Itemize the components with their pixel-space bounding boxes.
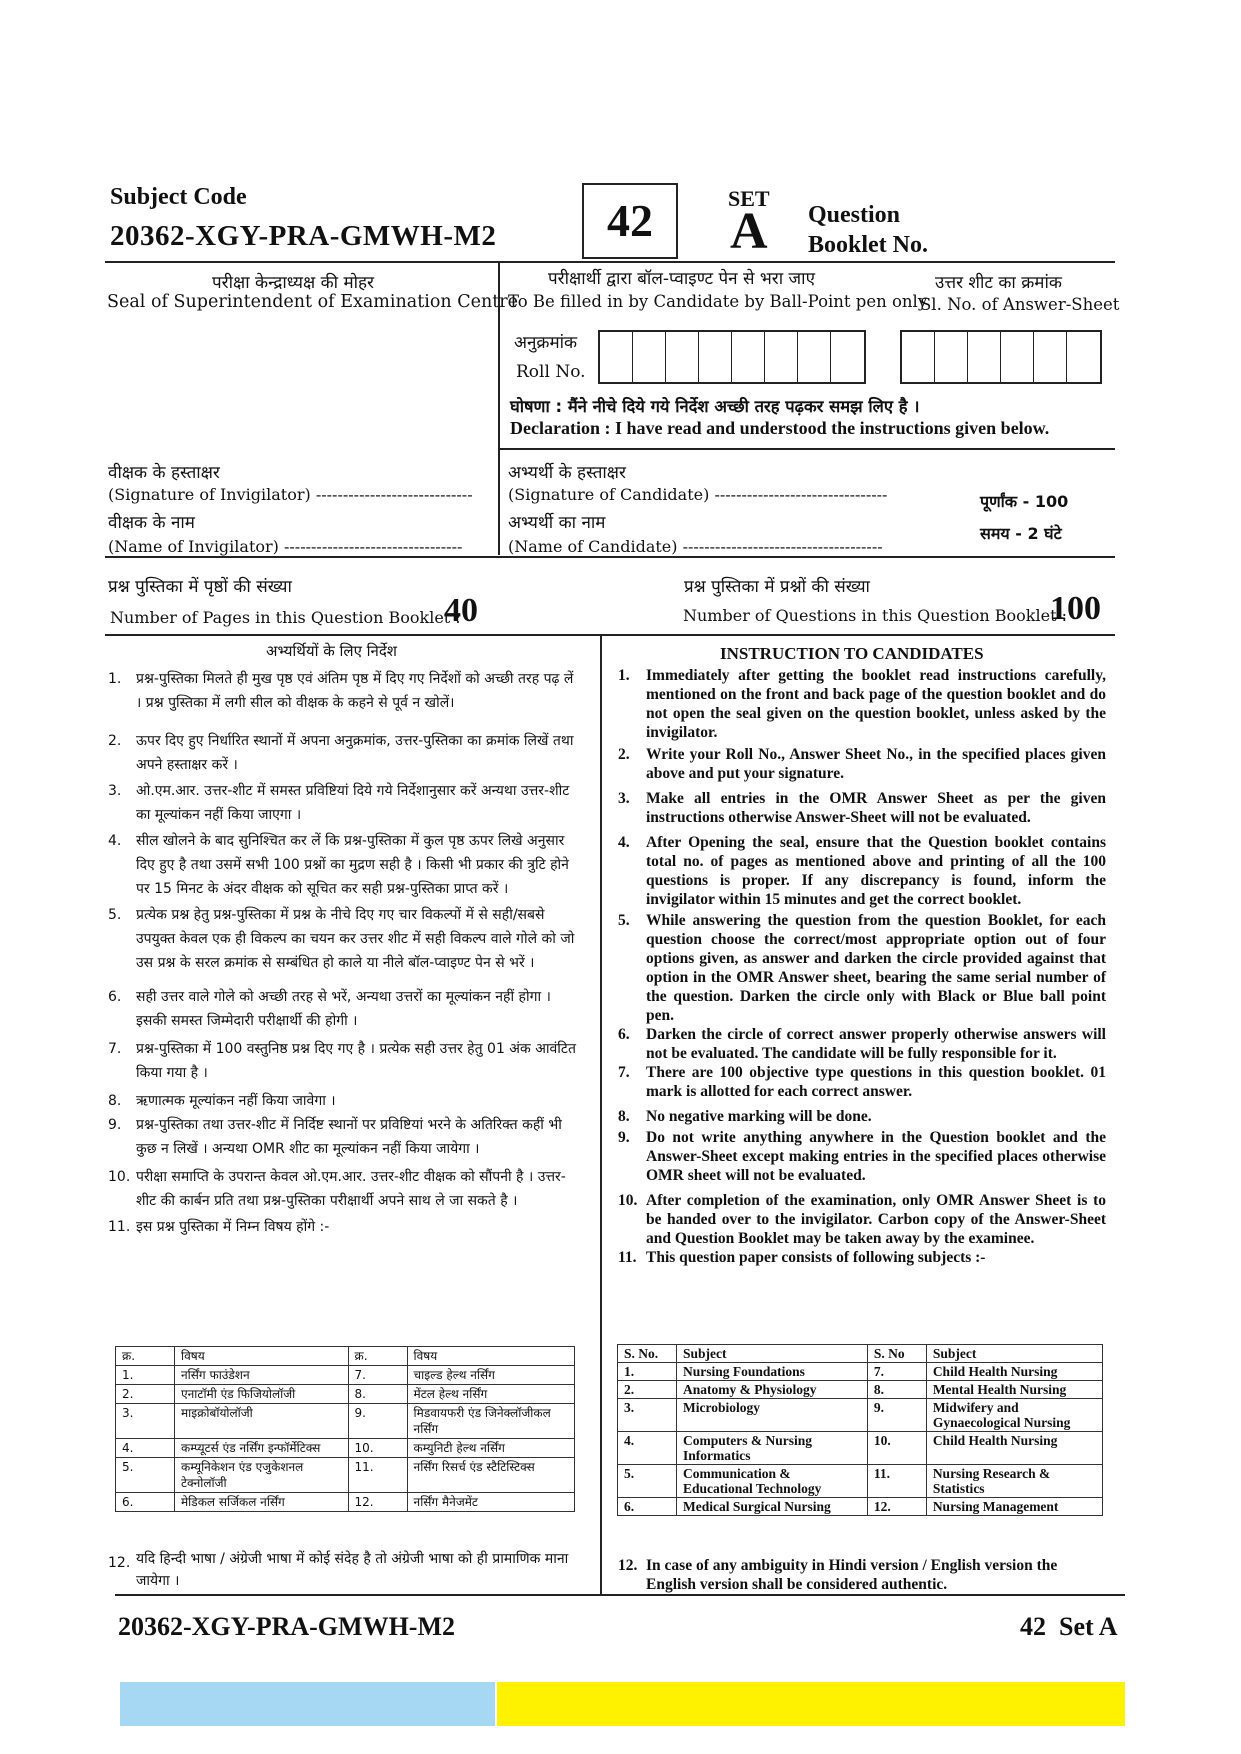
table-cell: चाइल्ड हेल्थ नर्सिंग — [407, 1366, 574, 1385]
pages-count-value: 40 — [444, 592, 478, 629]
table-cell: कम्प्यूटर्स एंड नर्सिंग इन्फॉर्मेटिक्स — [175, 1439, 349, 1458]
bottom-divider — [115, 1594, 1125, 1596]
table-cell: Child Health Nursing — [926, 1363, 1102, 1381]
counts-divider — [105, 634, 1115, 636]
table-cell: 11. — [867, 1465, 926, 1498]
invigilator-name-en: (Name of Invigilator) --------------------------------- — [108, 537, 463, 556]
table-cell: नर्सिंग फाउंडेशन — [175, 1366, 349, 1385]
instruction-number: 6. — [108, 989, 122, 1005]
instruction-item — [618, 1063, 1106, 1101]
instruction-hi-12-text: यदि हिन्दी भाषा / अंग्रेजी भाषा में कोई संदेह है तो अंग्रेजी भाषा को ही प्रामाणिक माना जायेगा । — [136, 1551, 569, 1589]
table-header-cell: Subject — [926, 1345, 1102, 1363]
table-cell: 4. — [116, 1439, 175, 1458]
subjects-table-hi — [115, 1346, 575, 1512]
table-cell: Nursing Management — [926, 1498, 1102, 1516]
instruction-number: 5. — [618, 912, 630, 929]
table-row — [116, 1493, 575, 1512]
subjects-table-en — [617, 1344, 1103, 1516]
instruction-item — [108, 1165, 580, 1213]
instruction-number: 10. — [108, 1169, 131, 1185]
instruction-number: 11. — [618, 1249, 637, 1266]
seal-en: Seal of Superintendent of Examination Centre — [107, 292, 518, 312]
table-row — [116, 1404, 575, 1439]
answer-sheet-hi: उत्तर शीट का क्रमांक — [935, 273, 1062, 293]
instruction-number: 6. — [618, 1026, 630, 1043]
table-cell: 8. — [867, 1381, 926, 1399]
instruction-number: 7. — [618, 1064, 630, 1081]
table-cell: Medical Surgical Nursing — [677, 1498, 868, 1516]
instruction-en-12-text: In case of any ambiguity in Hindi version / English version the English version shall be considered authentic. — [646, 1557, 1058, 1593]
table-cell: 5. — [618, 1465, 677, 1498]
instruction-number: 9. — [108, 1117, 122, 1133]
table-cell: Anatomy & Physiology — [677, 1381, 868, 1399]
answer-sheet-en: Sl. No. of Answer-Sheet — [920, 295, 1120, 314]
table-cell: 1. — [618, 1363, 677, 1381]
candidate-fill-hi: परीक्षार्थी द्वारा बॉल-प्वाइण्ट पेन से भरा जाए — [548, 269, 815, 289]
table-cell: 4. — [618, 1432, 677, 1465]
table-header-row — [116, 1347, 575, 1366]
table-cell: नर्सिंग रिसर्च एंड स्टैटिस्टिक्स — [407, 1458, 574, 1493]
table-cell: 1. — [116, 1366, 175, 1385]
table-header-cell: विषय — [407, 1347, 574, 1366]
instruction-text: इस प्रश्न पुस्तिका में निम्न विषय होंगे :- — [136, 1219, 330, 1235]
table-cell: Nursing Research & Statistics — [926, 1465, 1102, 1498]
instruction-item — [108, 1215, 580, 1239]
instruction-number: 3. — [618, 790, 630, 807]
set-label: SET — [728, 186, 770, 211]
instruction-item — [618, 1191, 1106, 1248]
table-header-row — [618, 1345, 1103, 1363]
instruction-text: प्रश्न-पुस्तिका में 100 वस्तुनिष्ठ प्रश्न दिए गए है । प्रत्येक सही उत्तर हेतु 01 अंक आवंटित किया गया है । — [136, 1041, 576, 1081]
instruction-text: Immediately after getting the booklet read instructions carefully, mentioned on the front and back page of the question booklet and do not open the seal given on the question booklet, unless asked by the invigilator. — [646, 667, 1106, 741]
table-cell: 7. — [348, 1366, 407, 1385]
instruction-number: 9. — [618, 1129, 630, 1146]
instruction-item — [108, 729, 580, 777]
questions-count-value: 100 — [1050, 590, 1101, 627]
table-cell: 10. — [348, 1439, 407, 1458]
footer-color-bar-right — [497, 1682, 1125, 1726]
signature-divider — [105, 556, 1115, 558]
booklet-number: 42 — [607, 195, 653, 246]
instruction-item — [108, 829, 580, 901]
instruction-item — [618, 789, 1106, 827]
instruction-text: ऋणात्मक मूल्यांकन नहीं किया जावेगा । — [136, 1093, 336, 1109]
instruction-text: ऊपर दिए हुए निर्धारित स्थानों में अपना अनुक्रमांक, उत्तर-पुस्तिका का क्रमांक लिखें तथा अपने हस्ताक्षर करें । — [136, 733, 574, 773]
table-cell: Child Health Nursing — [926, 1432, 1102, 1465]
table-cell: Midwifery and Gynaecological Nursing — [926, 1399, 1102, 1432]
instruction-item — [618, 1107, 1106, 1126]
instruction-hi-12-num: 12. — [108, 1555, 131, 1571]
candidate-name-hi: अभ्यर्थी का नाम — [508, 513, 606, 533]
invigilator-name-hi: वीक्षक के नाम — [108, 513, 195, 533]
table-cell: 8. — [348, 1385, 407, 1404]
table-cell: मेडिकल सर्जिकल नर्सिंग — [175, 1493, 349, 1512]
header-divider — [105, 261, 1115, 263]
table-header-cell: क्र. — [116, 1347, 175, 1366]
table-cell: 12. — [867, 1498, 926, 1516]
instruction-item — [618, 1128, 1106, 1185]
invigilator-sig-hi: वीक्षक के हस्ताक्षर — [108, 463, 220, 483]
table-row — [116, 1366, 575, 1385]
table-header-cell: विषय — [175, 1347, 349, 1366]
instruction-item — [108, 1089, 580, 1113]
table-cell: 3. — [116, 1404, 175, 1439]
instruction-item — [618, 1025, 1106, 1063]
table-cell: 11. — [348, 1458, 407, 1493]
instruction-number: 11. — [108, 1219, 131, 1235]
instruction-text: सही उत्तर वाले गोले को अच्छी तरह से भरें, अन्यथा उत्तरों का मूल्यांकन नहीं होगा । इसकी समस्त जिम्मेदारी परीक्षार्थी की होगी । — [136, 989, 551, 1029]
table-row — [618, 1498, 1103, 1516]
instruction-text: After Opening the seal, ensure that the Question booklet contains total no. of pages as mentioned above and printing of all the 100 questions is proper. If any discrepancy is found, inform the invigilator within 15 minutes and get the correct booklet. — [646, 834, 1106, 908]
table-cell: 6. — [116, 1493, 175, 1512]
pages-count-en: Number of Pages in this Question Booklet : — [110, 608, 461, 627]
table-row — [618, 1465, 1103, 1498]
instructions-hi-title: अभ्यर्थियों के लिए निर्देश — [266, 642, 398, 660]
instruction-text: While answering the question from the question Booklet, for each question choose the correct/most appropriate option out of four options given, as answer and darken the circle provided against that option in the OMR Answer sheet, bearing the same serial number of the question. Darken the circle only with Black or Blue ball point pen. — [646, 912, 1106, 1024]
instruction-item — [108, 779, 580, 827]
instructions-en-title: INSTRUCTION TO CANDIDATES — [720, 644, 984, 663]
instruction-text: Make all entries in the OMR Answer Sheet as per the given instructions otherwise Answer-Sheet will not be evaluated. — [646, 790, 1106, 826]
instruction-hi-12 — [108, 1552, 580, 1592]
instruction-number: 2. — [618, 746, 630, 763]
footer-booklet-set: 42 Set A — [1020, 1612, 1118, 1641]
table-header-cell: S. No — [867, 1345, 926, 1363]
candidate-sig-en: (Signature of Candidate) -------------------------------- — [508, 485, 888, 504]
declaration-divider — [498, 448, 1115, 450]
table-cell: एनाटॉमी एंड फिजियोलॉजी — [175, 1385, 349, 1404]
table-row — [116, 1385, 575, 1404]
instruction-item — [108, 667, 580, 715]
table-cell: Mental Health Nursing — [926, 1381, 1102, 1399]
footer-subject-code: 20362-XGY-PRA-GMWH-M2 — [118, 1612, 455, 1641]
table-cell: 2. — [116, 1385, 175, 1404]
instruction-item — [618, 666, 1106, 742]
table-cell: कम्यूनिकेशन एंड एजुकेशनल टेक्नोलॉजी — [175, 1458, 349, 1493]
candidate-sig-hi: अभ्यर्थी के हस्ताक्षर — [508, 463, 626, 483]
table-header-cell: क्र. — [348, 1347, 407, 1366]
instruction-text: परीक्षा समाप्ति के उपरान्त केवल ओ.एम.आर. उत्तर-शीट वीक्षक को सौंपनी है । उत्तर-शीट की कार्बन प्रति तथा प्रश्न-पुस्तिका परीक्षार्थी अपने साथ ले जा सकते है । — [136, 1169, 566, 1209]
instruction-number: 4. — [618, 834, 630, 851]
instruction-item — [618, 1248, 1106, 1267]
table-cell: 7. — [867, 1363, 926, 1381]
seal-hi: परीक्षा केन्द्राध्यक्ष की मोहर — [212, 273, 375, 293]
table-row — [618, 1399, 1103, 1432]
table-cell: नर्सिंग मैनेजमेंट — [407, 1493, 574, 1512]
roll-number-boxes[interactable] — [598, 330, 866, 384]
instruction-number: 10. — [618, 1192, 638, 1209]
max-marks: पूर्णांक - 100 — [980, 492, 1069, 511]
instruction-text: Write your Roll No., Answer Sheet No., in the specified places given above and put your signature. — [646, 746, 1106, 782]
instruction-text: There are 100 objective type questions in this question booklet. 01 mark is allotted for each correct answer. — [646, 1064, 1106, 1100]
table-cell: मेंटल हेल्थ नर्सिंग — [407, 1385, 574, 1404]
instruction-item — [618, 833, 1106, 909]
booklet-label-1: Question — [808, 202, 901, 228]
roll-label-hi: अनुक्रमांक — [514, 333, 578, 353]
invigilator-sig-en: (Signature of Invigilator) ----------------------------- — [108, 485, 473, 504]
instruction-text: Darken the circle of correct answer properly otherwise answers will not be evaluated. The candidate will be fully responsible for it. — [646, 1026, 1106, 1062]
table-row — [116, 1458, 575, 1493]
instruction-en-12 — [618, 1556, 1106, 1594]
table-row — [618, 1432, 1103, 1465]
instruction-text: सील खोलने के बाद सुनिश्चित कर लें कि प्रश्न-पुस्तिका में कुल पृष्ठ ऊपर लिखे अनुसार दिए हुए है तथा उसमें सभी 100 प्रश्नों का मुद्रण सही है । किसी भी प्रकार की त्रुटि होने पर 15 मिनट के अंदर वीक्षक को सूचित कर सही प्रश्न-पुस्तिका प्राप्त करें । — [136, 833, 569, 897]
table-cell: माइक्रोबॉयोलॉजी — [175, 1404, 349, 1439]
instructions-hi-list — [108, 667, 580, 1239]
table-cell: Computers & Nursing Informatics — [677, 1432, 868, 1465]
pages-count-hi: प्रश्न पुस्तिका में पृष्ठों की संख्या — [108, 577, 292, 597]
table-row — [618, 1363, 1103, 1381]
instruction-text: ओ.एम.आर. उत्तर-शीट में समस्त प्रविष्टियां दिये गये निर्देशानुसार करें अन्यथा उत्तर-शीट का मूल्यांकन नहीं किया जाएगा । — [136, 783, 570, 823]
candidate-name-en: (Name of Candidate) ------------------------------------- — [508, 537, 883, 556]
instruction-number: 8. — [108, 1093, 122, 1109]
set-letter: A — [730, 203, 768, 260]
booklet-label-2: Booklet No. — [808, 232, 928, 258]
table-cell: Microbiology — [677, 1399, 868, 1432]
instruction-item — [618, 911, 1106, 1025]
instruction-number: 2. — [108, 733, 122, 749]
table-header-cell: S. No. — [618, 1345, 677, 1363]
instruction-item — [108, 985, 580, 1033]
instruction-item — [108, 1037, 580, 1085]
instruction-item — [108, 1113, 580, 1161]
instruction-number: 5. — [108, 907, 122, 923]
booklet-number-box — [582, 183, 678, 259]
instruction-item — [618, 745, 1106, 783]
table-cell: 9. — [867, 1399, 926, 1432]
table-cell: 9. — [348, 1404, 407, 1439]
instruction-text: This question paper consists of following subjects :- — [646, 1249, 986, 1266]
table-header-cell: Subject — [677, 1345, 868, 1363]
questions-count-en: Number of Questions in this Question Booklet : — [683, 606, 1067, 625]
table-cell: Nursing Foundations — [677, 1363, 868, 1381]
table-cell: 5. — [116, 1458, 175, 1493]
instruction-text: Do not write anything anywhere in the Question booklet and the Answer-Sheet except making entries in the specified places otherwise OMR sheet will not be evaluated. — [646, 1129, 1106, 1184]
table-cell: Communication & Educational Technology — [677, 1465, 868, 1498]
instruction-number: 4. — [108, 833, 122, 849]
table-cell: 3. — [618, 1399, 677, 1432]
instruction-number: 7. — [108, 1041, 122, 1057]
declaration-hi: घोषणा : मैंने नीचे दिये गये निर्देश अच्छी तरह पढ़कर समझ लिए है । — [510, 397, 920, 416]
subject-code: 20362-XGY-PRA-GMWH-M2 — [110, 220, 497, 252]
table-row — [618, 1381, 1103, 1399]
instruction-text: No negative marking will be done. — [646, 1108, 872, 1125]
declaration-en: Declaration : I have read and understood the instructions given below. — [510, 418, 1050, 438]
roll-label-en: Roll No. — [516, 362, 586, 382]
instruction-text: प्रश्न-पुस्तिका तथा उत्तर-शीट में निर्दिष्ट स्थानों पर प्रविष्टियां भरने के अतिरिक्त कहीं भी कुछ न लिखें । अन्यथा OMR शीट का मूल्यांकन नहीं किया जायेगा । — [136, 1117, 562, 1157]
table-cell: 12. — [348, 1493, 407, 1512]
table-cell: 10. — [867, 1432, 926, 1465]
table-cell: 2. — [618, 1381, 677, 1399]
table-cell: मिडवायफरी एंड जिनेक्लॉजीकल नर्सिंग — [407, 1404, 574, 1439]
instruction-text: After completion of the examination, only OMR Answer Sheet is to be handed over to the invigilator. Carbon copy of the Answer-Sheet and Question Booklet may be taken away by the examinee. — [646, 1192, 1106, 1247]
instruction-text: प्रत्येक प्रश्न हेतु प्रश्न-पुस्तिका में प्रश्न के नीचे दिए गए चार विकल्पों में से सही/सबसे उपयुक्त केवल एक ही विकल्प का चयन कर उत्तर शीट में सही विकल्प वाले गोले को जो उस प्रश्न के सरल क्रमांक से सम्बंधित हो काले या नीले बॉल-प्वाइण्ट पेन से भरें । — [136, 907, 575, 971]
instruction-number: 1. — [618, 667, 630, 684]
time-allowed: समय - 2 घंटे — [980, 524, 1062, 543]
table-cell: कम्युनिटी हेल्थ नर्सिंग — [407, 1439, 574, 1458]
instruction-item — [108, 903, 580, 975]
instruction-number: 1. — [108, 671, 122, 687]
subject-code-label: Subject Code — [110, 184, 247, 210]
instruction-number: 3. — [108, 783, 122, 799]
footer-color-bar-left — [120, 1682, 495, 1726]
instruction-number: 8. — [618, 1108, 630, 1125]
instruction-en-12-num: 12. — [618, 1557, 638, 1574]
instructions-divider — [600, 634, 602, 1594]
candidate-fill-en: To Be filled in by Candidate by Ball-Point pen only — [508, 292, 928, 311]
table-row — [116, 1439, 575, 1458]
questions-count-hi: प्रश्न पुस्तिका में प्रश्नों की संख्या — [684, 577, 870, 597]
instruction-text: प्रश्न-पुस्तिका मिलते ही मुख पृष्ठ एवं अंतिम पृष्ठ में दिए गए निर्देशों को अच्छी तरह पढ़ लें । प्रश्न पुस्तिका में लगी सील को वीक्षक के कहने से पूर्व न खोलें। — [136, 671, 574, 711]
answer-sheet-number-boxes[interactable] — [900, 330, 1102, 384]
instructions-en-list — [618, 666, 1106, 1267]
table-cell: 6. — [618, 1498, 677, 1516]
